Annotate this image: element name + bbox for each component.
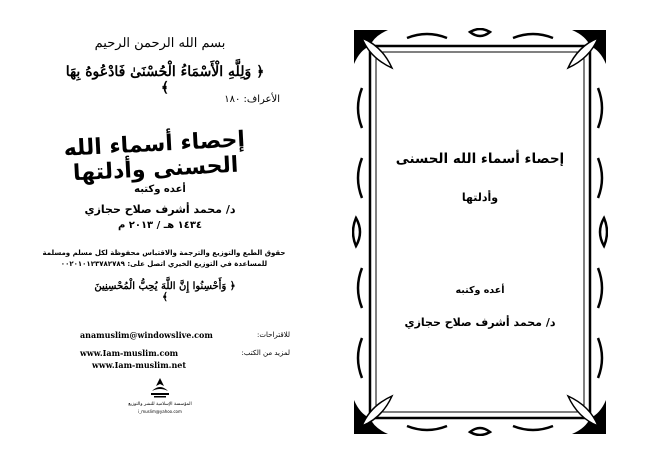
publication-date: ١٤٣٤ هـ / ٢٠١٣ م	[117, 220, 203, 231]
publisher-name: المؤسسة الإسلامية للنشر والتوزيع	[128, 402, 192, 407]
author-name: د/ محمد أشرف صلاح حجازي	[84, 203, 236, 216]
website-link-com[interactable]: www.Iam-muslim.com	[80, 348, 179, 358]
corner-ornament-top-right	[568, 30, 606, 68]
edge-ornaments	[353, 29, 607, 435]
quran-verse: ﴿ وَلِلَّهِ الْأَسْمَاءُ الْحُسْنَىٰ فَادْعُوهُ بِهَا ﴾	[65, 64, 265, 96]
rights-notice	[40, 248, 288, 270]
distribution-line: للمساعدة في التوزيع الخيري اتصل على: ٠٠٢٠١٠١٢٣٧٨٢٧٨٩	[60, 260, 268, 268]
corner-ornament-bottom-right	[568, 396, 606, 434]
rights-line: حقوق الطبع والتوزيع والترجمة والاقتباس محفوظة لكل مسلم ومسلمة	[42, 249, 286, 257]
contact-label: للاقتراحات:	[257, 331, 290, 339]
publisher-email: i_muslim@yahoo.com	[138, 409, 182, 414]
corner-ornament-bottom-left	[354, 396, 392, 434]
book-title: إحصاء أسماء الله الحسنى وأدلتها	[63, 127, 246, 187]
basmala: بسم الله الرحمن الرحيم	[94, 36, 226, 51]
corner-ornament-top-left	[354, 30, 392, 68]
verse-reference: الأعراف: ١٨٠	[224, 94, 280, 105]
cover-subtitle: وأدلتها	[461, 191, 499, 204]
contact-email-link[interactable]: anamuslim@windowslive.com	[80, 330, 213, 340]
ornamental-frame	[352, 28, 608, 436]
more-books-label: لمزيد من الكتب:	[241, 349, 290, 357]
cover-author: د/ محمد أشرف صلاح حجازي	[404, 316, 556, 329]
cover-prepared-by: أعده وكتبه	[455, 285, 505, 296]
cover-title: إحصاء أسماء الله الحسنى	[395, 151, 565, 167]
website-link-net[interactable]: www.Iam-muslim.net	[92, 360, 187, 370]
publisher-logo-icon	[145, 377, 175, 399]
prepared-by-label: أعده وكتبه	[134, 184, 186, 195]
closing-verse: ﴿ وَأَحْسِنُوا إِنَّ اللَّهَ يُحِبُّ الْمُحْسِنِينَ ﴾	[94, 281, 236, 303]
